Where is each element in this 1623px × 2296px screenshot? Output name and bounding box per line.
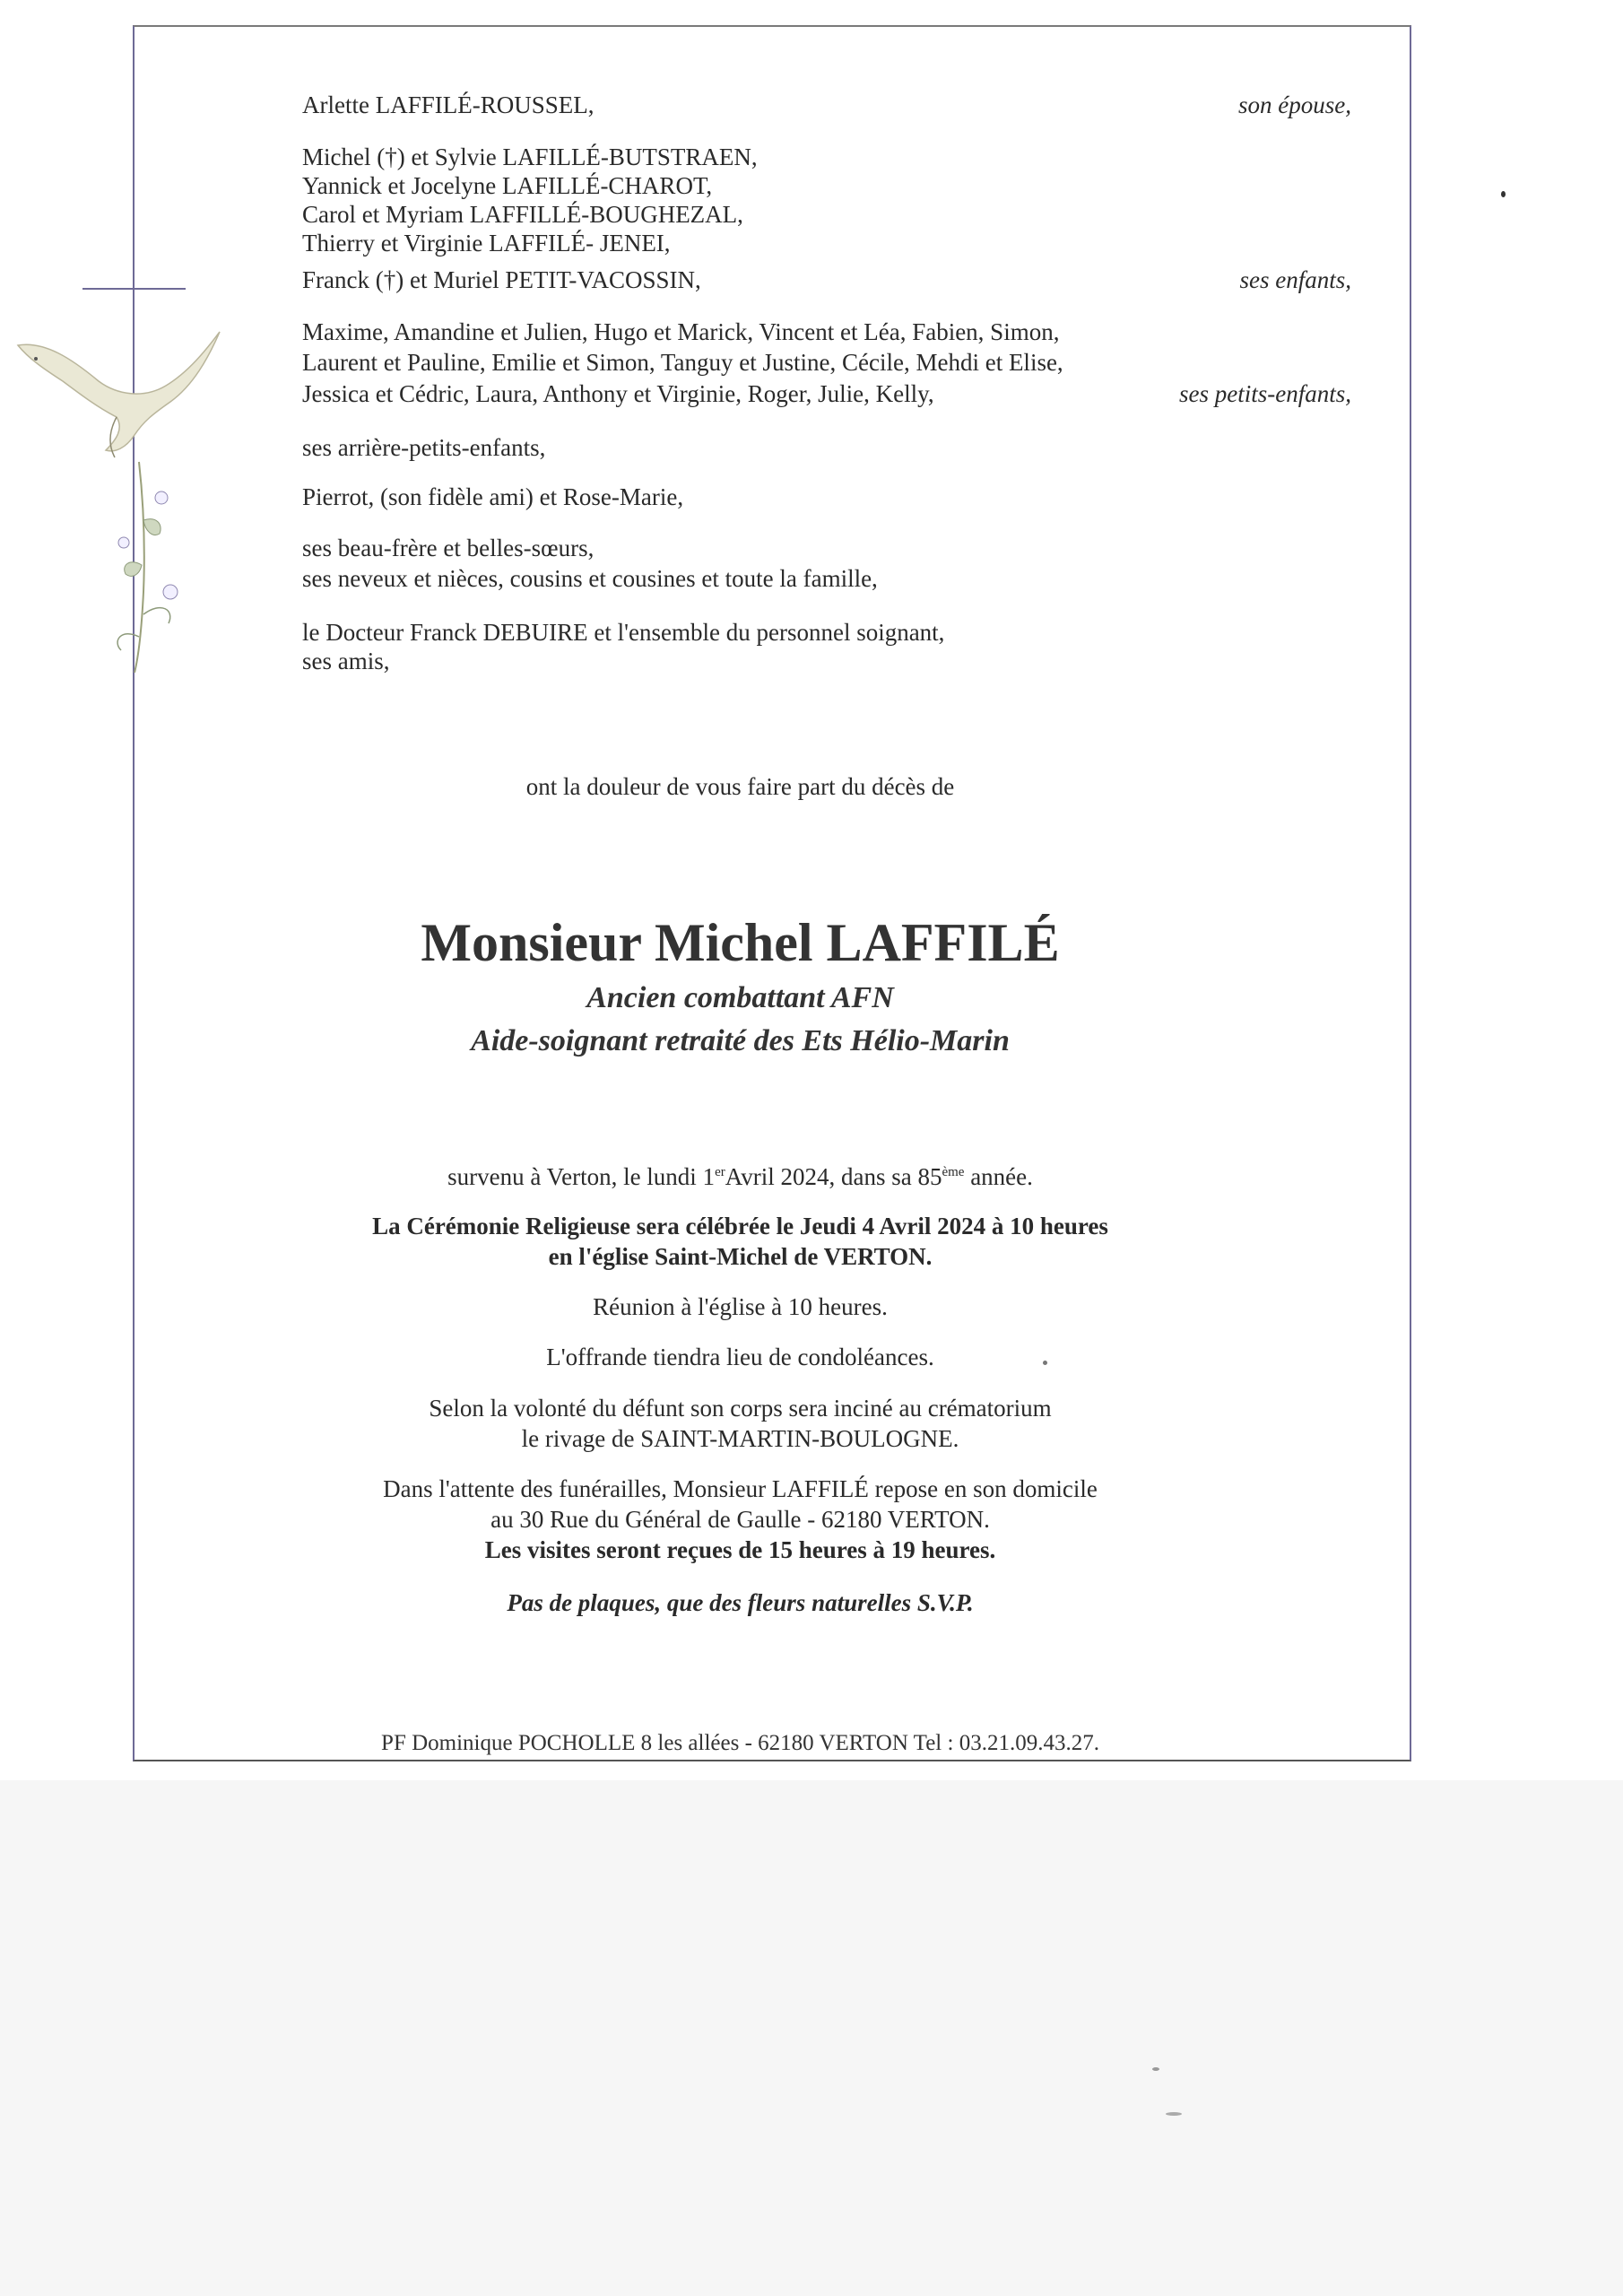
ceremony-line-2: en l'église Saint-Michel de VERTON. (548, 1243, 933, 1270)
grandchildren-last-row (302, 378, 1351, 409)
visits-line: Les visites seront reçues de 15 heures à 19 heures. (484, 1536, 996, 1563)
death-text-b: Avril 2024, dans sa 85 (725, 1163, 942, 1190)
friend-line: Pierrot, (son fidèle ami) et Rose-Marie, (302, 483, 684, 510)
death-line (133, 1161, 1348, 1192)
funeral-home-footer: PF Dominique POCHOLLE 8 les allées - 62180 VERTON Tel : 03.21.09.43.27. (381, 1731, 1099, 1755)
flowers-line: Pas de plaques, que des fleurs naturelles S.V.P. (507, 1589, 974, 1616)
reunion-line: Réunion à l'église à 10 heures. (593, 1293, 888, 1320)
rest-line-2: au 30 Rue du Général de Gaulle - 62180 VERTON. (490, 1506, 990, 1533)
offering-line: L'offrande tiendra lieu de condoléances. (546, 1344, 934, 1370)
spouse-name: Arlette LAFFILÉ-ROUSSEL, (302, 91, 595, 118)
child-line: Yannick et Jocelyne LAFILLÉ-CHAROT, (302, 172, 713, 199)
death-sup-a: er (715, 1165, 725, 1179)
great-grandchildren-line: ses arrière-petits-enfants, (302, 434, 546, 461)
children-role: ses enfants, (1239, 266, 1351, 293)
death-text-c: année. (964, 1163, 1033, 1190)
death-sup-b: ème (942, 1165, 965, 1179)
grandchildren-line: Jessica et Cédric, Laura, Anthony et Virginie, Roger, Julie, Kelly, (302, 380, 934, 407)
grandchildren-line: Laurent et Pauline, Emilie et Simon, Tanguy et Justine, Cécile, Mehdi et Elise, (302, 349, 1063, 376)
ceremony-line-1: La Cérémonie Religieuse sera célébrée le Jeudi 4 Avril 2024 à 10 heures (372, 1213, 1108, 1239)
in-laws-line: ses beau-frère et belles-sœurs, (302, 535, 595, 561)
scan-speck (1043, 1361, 1047, 1365)
spouse-row (302, 90, 1351, 120)
children-last-row (302, 265, 1351, 295)
cremation-line-1: Selon la volonté du défunt son corps sera inciné au crématorium (429, 1395, 1052, 1422)
deceased-name: Monsieur Michel LAFFILÉ (421, 913, 1060, 972)
child-line: Michel (†) et Sylvie LAFILLÉ-BUTSTRAEN, (302, 144, 758, 170)
friends-line: ses amis, (302, 648, 390, 674)
scan-speck (1152, 2067, 1159, 2071)
child-line: Carol et Myriam LAFFILLÉ-BOUGHEZAL, (302, 201, 743, 228)
scan-background (0, 1780, 1623, 2296)
announcement: ont la douleur de vous faire part du décès de (525, 773, 955, 800)
scan-speck (1501, 191, 1506, 197)
doctor-line: le Docteur Franck DEBUIRE et l'ensemble du personnel soignant, (302, 619, 945, 646)
cremation-line-2: le rivage de SAINT-MARTIN-BOULOGNE. (521, 1425, 959, 1452)
death-text-a: survenu à Verton, le lundi 1 (447, 1163, 716, 1190)
rest-line-1: Dans l'attente des funérailles, Monsieur LAFFILÉ repose en son domicile (383, 1475, 1098, 1502)
grandchildren-role: ses petits-enfants, (1179, 380, 1351, 407)
spouse-role: son épouse, (1238, 91, 1351, 118)
dove-flowers-icon (9, 296, 224, 673)
child-line: Thierry et Virginie LAFFILÉ- JENEI, (302, 230, 671, 257)
deceased-title-2: Aide-soignant retraité des Ets Hélio-Marin (471, 1024, 1010, 1057)
deceased-title-1: Ancien combattant AFN (586, 981, 894, 1014)
relatives-line: ses neveux et nièces, cousins et cousines et toute la famille, (302, 565, 878, 592)
child-line: Franck (†) et Muriel PETIT-VACOSSIN, (302, 266, 701, 293)
grandchildren-line: Maxime, Amandine et Julien, Hugo et Marick, Vincent et Léa, Fabien, Simon, (302, 318, 1060, 345)
scan-speck (1166, 2112, 1182, 2116)
